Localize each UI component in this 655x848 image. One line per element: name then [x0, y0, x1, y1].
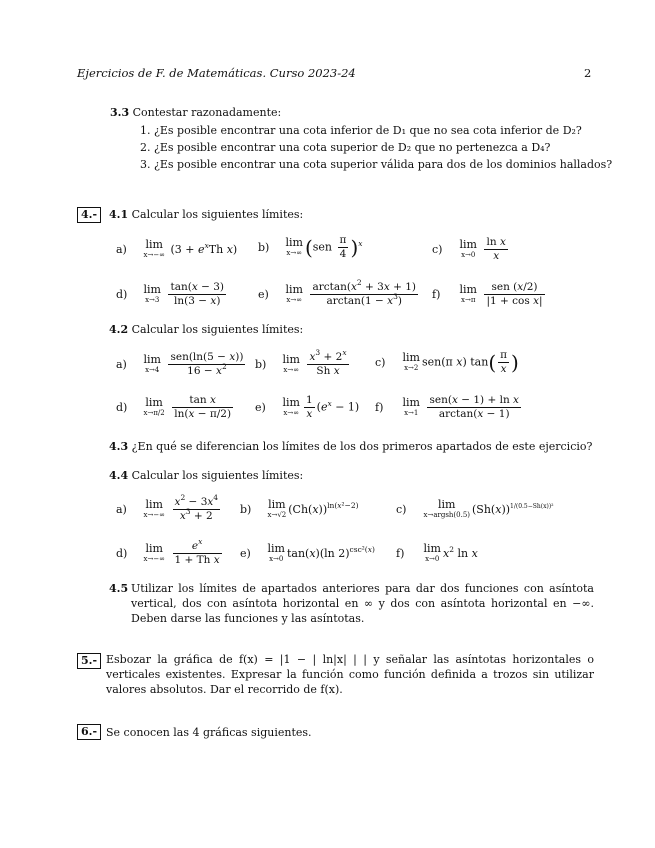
- section-4-4: [109, 469, 303, 482]
- exercise-number-5: 5.-: [77, 653, 101, 669]
- limit-4-2-e: e) lim x→∞ $\frac{1}{x}$ $(e^x - 1)$: [255, 394, 360, 420]
- section-3-3: [110, 106, 281, 119]
- list-item: 2. ¿Es posible encontrar una cota superior de D₂ que no pertenezca a D₄?: [140, 141, 551, 154]
- limit-4-1-d: d) lim x→3 $\frac{\tan(x - 3)}{\ln(3 - x)}$: [116, 281, 224, 307]
- section-4-5-text: Utilizar los límites de apartados anteriores para dar dos funciones con asíntota vertical, dos con asíntota horizontal en ∞ y dos con asíntota horizontal en −∞. Deben darse las funciones y las asíntotas.: [131, 582, 594, 625]
- exercise-number-4: 4.-: [77, 207, 101, 223]
- limit-4-4-a: a) lim x→−∞ $\frac{x^2 - 3x^4}{x^3 + 2}$: [116, 493, 219, 522]
- limit-4-4-b: b) lim x→√2 $(Ch(x))^{ln(x^2-2)}$: [240, 498, 359, 519]
- section-number: 4.2: [109, 323, 129, 336]
- exercise-5-text: Esbozar la gráfica de f(x) = |1 − | ln|x| | | y señalar las asíntotas horizontales o verticales existentes. Expresar la función como función definida a trozos sin utilizar valores absolutos. Dar el recorrido de f(x).: [106, 653, 594, 696]
- limit-4-1-c: c) lim x→0 $\frac{\text{ln x}}{x}$: [432, 236, 506, 262]
- page-number: 2: [584, 66, 592, 80]
- limit-4-4-f: f) lim x→0 $x^2$ ln x: [396, 542, 478, 563]
- exercise-number-6: 6.-: [77, 724, 101, 740]
- limit-4-2-d: d) lim x→π/2 $\frac{\text{tan x}}{\ln(x - \pi/2)}$: [116, 394, 232, 420]
- section-intro: Contestar razonadamente:: [132, 106, 282, 119]
- exercise-6-text: Se conocen las 4 gráficas siguientes.: [106, 726, 312, 739]
- list-item: 1. ¿Es posible encontrar una cota inferior de D₁ que no sea cota inferior de D₂?: [140, 124, 582, 137]
- list-item: 3. ¿Es posible encontrar una cota superior válida para dos de los dominios hallados?: [140, 158, 613, 171]
- section-number: 4.5: [109, 582, 129, 595]
- limit-4-4-c: c) lim x→argsh(0.5) $(Sh(x))^{1/(0.5-Sh(x))^2}$: [396, 498, 554, 519]
- section-number: 4.1: [109, 208, 129, 221]
- limit-4-1-e: e) lim x→∞ $\frac{\arctan(x^2 + 3x + 1)}{\arctan(1 - x^3)}$: [258, 278, 416, 307]
- section-4-3: [109, 440, 592, 453]
- limit-4-4-e: e) lim x→0 tan(x)(ln 2)$^{csc^2(x)}$: [240, 542, 375, 563]
- section-intro: Calcular los siguientes límites:: [131, 469, 304, 482]
- section-4-2: [109, 323, 303, 336]
- limit-4-2-f: f) lim x→1 $\frac{\text{sen(x − 1) + ln x}}{\arctan(x - 1)}$: [375, 394, 519, 420]
- limit-4-2-a: a) lim x→4 $\frac{\text{sen(ln(5 − x))}}{16 - x^2}$: [116, 351, 244, 377]
- section-intro: Calcular los siguientes límites:: [131, 323, 304, 336]
- limit-4-1-a: a) lim x→−∞ ($3 + e^xTh$ x): [116, 238, 238, 259]
- section-number: 3.3: [110, 106, 130, 119]
- section-4-1: [109, 208, 303, 221]
- section-number: 4.4: [109, 469, 129, 482]
- section-intro: Calcular los siguientes límites:: [131, 208, 304, 221]
- limit-4-2-c: c) lim x→2 sen(π x) tan( $\frac{\pi}{x}$ ): [375, 349, 519, 375]
- limit-4-1-b: b) lim x→∞ (sen $\frac{\pi}{4}$ )$^x$: [258, 234, 363, 260]
- limit-4-4-d: d) lim x→−∞ $\frac{e^x}{\text{1 + Th x}}$: [116, 537, 220, 566]
- limit-4-1-f: f) lim x→π $\frac{\text{sen (x/2)}}{\text{|1 + cos x|}}$: [432, 281, 543, 307]
- section-number: 4.3: [109, 440, 129, 453]
- document-header-title: Ejercicios de F. de Matemáticas. Curso 2023-24: [77, 66, 356, 80]
- section-text: ¿En qué se diferencian los límites de los dos primeros apartados de este ejercicio?: [131, 440, 593, 453]
- limit-4-2-b: b) lim x→∞ $\frac{x^3 + 2^x}{\text{Sh x}}$: [255, 348, 347, 377]
